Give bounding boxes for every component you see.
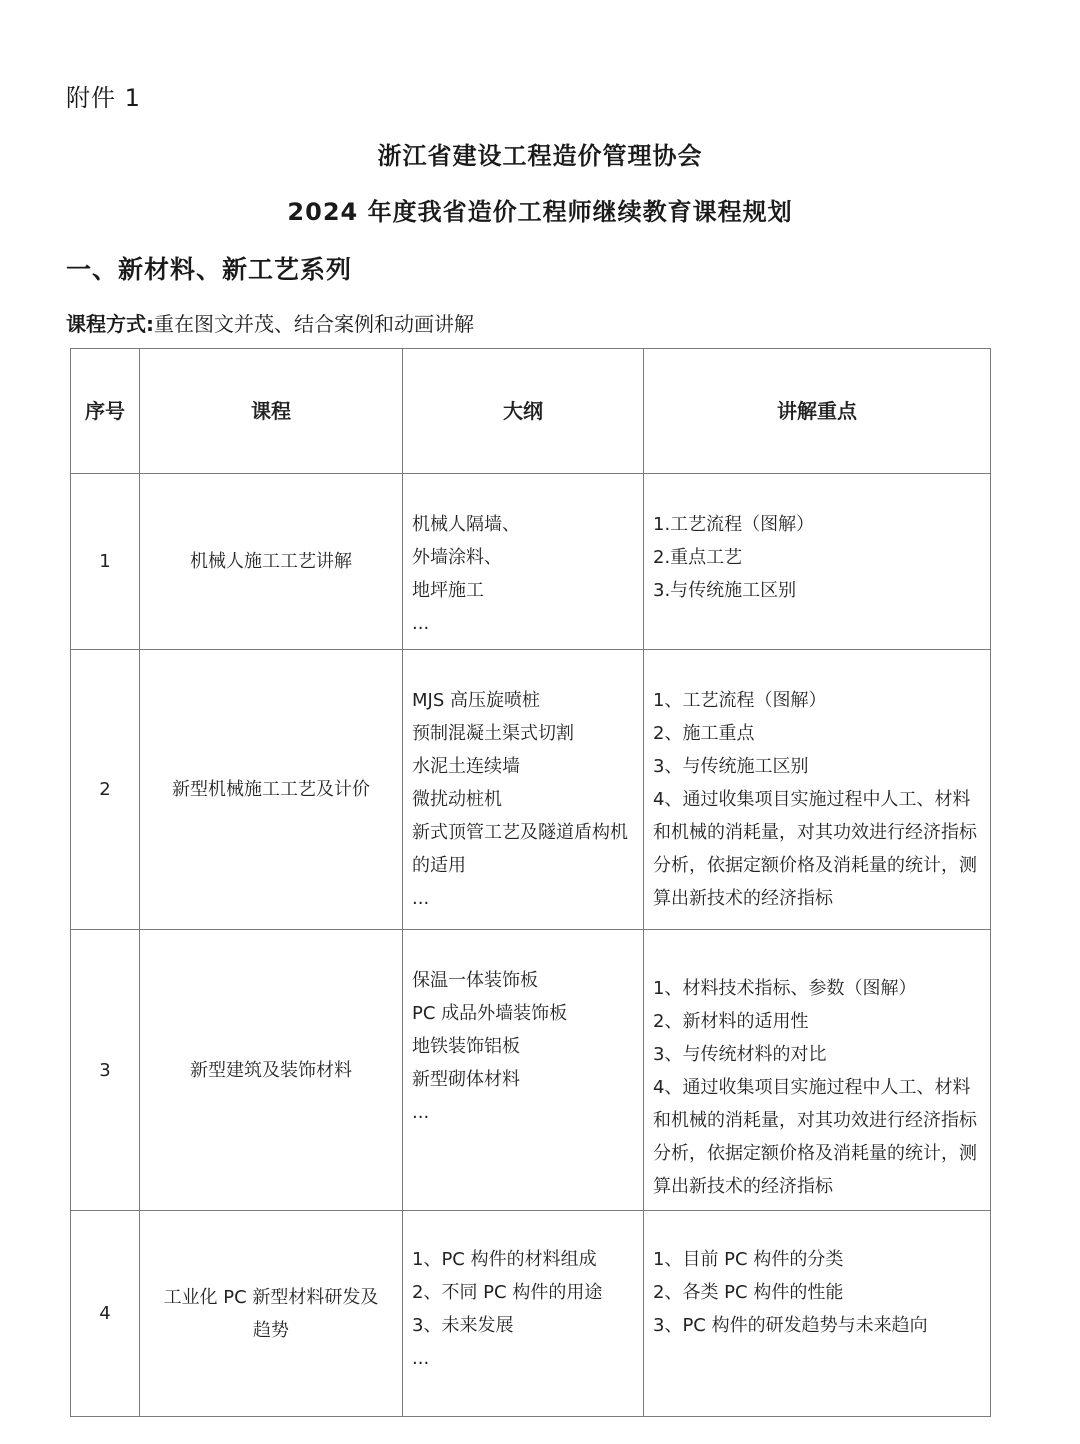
document-title: 浙江省建设工程造价管理协会 [377,142,703,170]
row-course: 工业化 PC 新型材料研发及趋势 [140,1211,403,1417]
header-outline: 大纲 [403,349,644,474]
row-points [644,1211,991,1417]
outline-item: 机械人隔墙、 [412,514,520,535]
outline-item: 外墙涂料、 [412,547,502,568]
row-course: 新型建筑及装饰材料 [140,930,403,1211]
course-method [66,308,474,337]
point-item: 3.与传统施工区别 [653,580,797,601]
point-item: 1、工艺流程（图解） [653,690,827,711]
section-heading: 一、新材料、新工艺系列 [66,255,353,284]
outline-item: ... [412,613,430,634]
outline-item: PC 成品外墙装饰板 [412,1003,568,1024]
course-method-label: 课程方式: [66,312,154,336]
row-outline [403,930,644,1211]
row-points [644,930,991,1211]
outline-item: 3、未来发展 [412,1315,514,1336]
course-table [70,348,991,1417]
row-outline [403,474,644,650]
outline-item: 预制混凝土渠式切割 [412,723,574,744]
outline-item: MJS 高压旋喷桩 [412,690,540,711]
row-outline [403,1211,644,1417]
outline-item: 地铁装饰铝板 [412,1036,520,1057]
point-item: 1、材料技术指标、参数（图解） [653,978,917,999]
row-num: 4 [71,1211,140,1417]
header-course: 课程 [140,349,403,474]
table-row [71,474,991,650]
point-item: 1、目前 PC 构件的分类 [653,1249,844,1270]
point-item: 1.工艺流程（图解） [653,514,815,535]
row-course: 新型机械施工工艺及计价 [140,650,403,930]
outline-item: 地坪施工 [412,580,484,601]
row-points [644,650,991,930]
outline-item: 水泥土连续墙 [412,756,520,777]
point-item: 2、施工重点 [653,723,755,744]
table-row [71,1211,991,1417]
outline-item: 微扰动桩机 [412,789,502,810]
point-item: 3、与传统材料的对比 [653,1044,827,1065]
outline-item: 1、PC 构件的材料组成 [412,1249,597,1270]
row-num: 3 [71,930,140,1211]
point-item: 4、通过收集项目实施过程中人工、材料和机械的消耗量，对其功效进行经济指标分析，依据定额价格及消耗量的统计，测算出新技术的经济指标 [653,789,977,909]
point-item: 2、新材料的适用性 [653,1011,809,1032]
row-num: 1 [71,474,140,650]
outline-item: 保温一体装饰板 [412,970,538,991]
outline-item: 2、不同 PC 构件的用途 [412,1282,603,1303]
row-outline [403,650,644,930]
point-item: 2、各类 PC 构件的性能 [653,1282,844,1303]
outline-item: ... [412,888,430,909]
outline-item: 新型砌体材料 [412,1069,520,1090]
point-item: 3、与传统施工区别 [653,756,809,777]
row-points [644,474,991,650]
point-item: 3、PC 构件的研发趋势与未来趋向 [653,1315,928,1336]
attachment-label: 附件 1 [66,84,141,112]
table-header-row [71,349,991,474]
outline-item: ... [412,1102,430,1123]
row-course: 机械人施工工艺讲解 [140,474,403,650]
row-num: 2 [71,650,140,930]
outline-item: 新式顶管工艺及隧道盾构机的适用 [412,822,628,876]
point-item: 4、通过收集项目实施过程中人工、材料和机械的消耗量，对其功效进行经济指标分析，依据定额价格及消耗量的统计，测算出新技术的经济指标 [653,1077,977,1197]
document-subtitle: 2024 年度我省造价工程师继续教育课程规划 [287,198,793,226]
table-row [71,650,991,930]
header-num: 序号 [71,349,140,474]
point-item: 2.重点工艺 [653,547,743,568]
header-points: 讲解重点 [644,349,991,474]
outline-item: ... [412,1348,430,1369]
course-method-value: 重在图文并茂、结合案例和动画讲解 [154,312,474,336]
table-row [71,930,991,1211]
